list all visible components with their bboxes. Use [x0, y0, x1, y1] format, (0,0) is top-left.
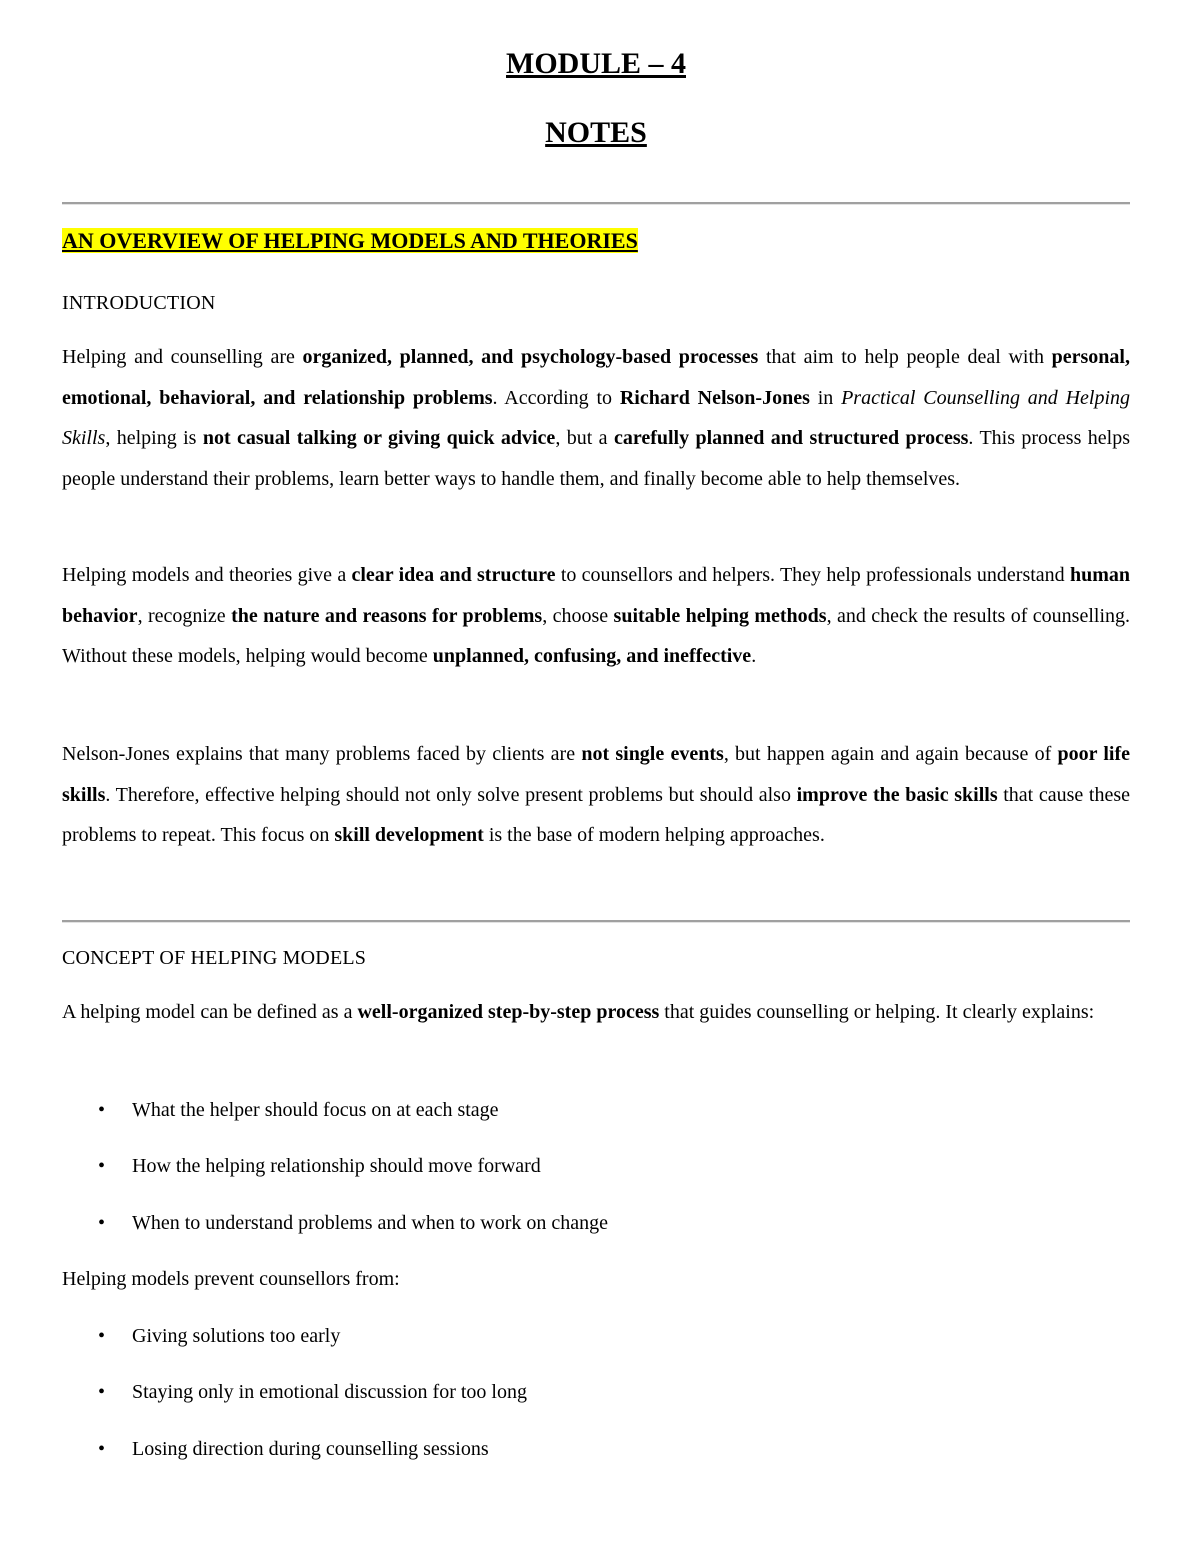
bold-run: skill development — [334, 824, 484, 847]
text-run: , but a — [555, 427, 614, 450]
bold-run: not casual talking or giving quick advice — [202, 427, 556, 450]
list-item-text: How the helping relationship should move forward — [132, 1155, 541, 1178]
bold-run: well-organized step-by-step process — [357, 1001, 660, 1023]
book-title: Practical Counselling and Helping Skills — [62, 386, 1131, 450]
text-run: , choose — [542, 604, 614, 627]
bullet-icon: • — [98, 1211, 106, 1234]
explains-list — [62, 1090, 1130, 1259]
text-run: , helping is — [105, 427, 203, 450]
bold-run: poor life skills — [62, 743, 1131, 806]
list-item — [62, 1146, 1130, 1202]
bold-run: human behavior — [62, 564, 1130, 627]
text-run: , but happen again and again because of — [723, 743, 1058, 765]
list-item — [62, 1316, 1130, 1372]
notes-title: NOTES — [545, 116, 647, 149]
bold-run: personal, emotional, behavioral, and relationship problems — [62, 346, 1130, 409]
prevent-list — [62, 1316, 1130, 1485]
text-run: , recognize — [137, 604, 232, 627]
overview-heading — [62, 224, 638, 258]
list-item-text: Losing direction during counselling sessions — [132, 1437, 489, 1460]
text-run: that aim to help people deal with — [758, 346, 1052, 368]
text-run: Helping models and theories give a — [62, 564, 352, 586]
text-run: . This process helps people understand their problems, learn better ways to handle them, and finally become able to help themselves. — [62, 427, 1130, 491]
text-run: . — [751, 645, 757, 668]
text-run: . According to — [492, 386, 620, 409]
list-item-text: What the helper should focus on at each stage — [132, 1099, 499, 1121]
text-run: A helping model can be defined as a — [62, 1001, 358, 1023]
bold-run: not single events — [581, 743, 724, 765]
concept-paragraph — [62, 992, 1130, 1033]
bold-run: Richard Nelson-Jones — [619, 386, 810, 409]
text-run: that guides counselling or helping. It clearly explains: — [659, 1001, 1095, 1023]
introduction-label: INTRODUCTION — [62, 292, 216, 314]
text-run: that cause these problems to repeat. This focus on — [62, 783, 1131, 847]
module-title: MODULE – 4 — [506, 47, 686, 80]
bullet-icon: • — [98, 1155, 106, 1178]
list-item-text: Giving solutions too early — [132, 1325, 341, 1347]
overview-heading-text: AN OVERVIEW OF HELPING MODELS AND THEORIES — [62, 228, 638, 253]
bullet-icon: • — [98, 1325, 106, 1347]
list-item-text: Staying only in emotional discussion for too long — [132, 1381, 527, 1404]
bold-run: the nature and reasons for problems — [231, 604, 543, 627]
text-run: in — [809, 386, 842, 409]
text-run: is the base of modern helping approaches. — [483, 824, 825, 847]
list-item — [62, 1372, 1130, 1428]
bold-run: unplanned, confusing, and ineffective — [432, 645, 752, 668]
intro-paragraph-2 — [62, 555, 1130, 677]
list-item — [62, 1429, 1130, 1485]
text-run: Helping and counselling are — [62, 346, 303, 368]
bullet-icon: • — [98, 1099, 106, 1121]
bullet-icon: • — [98, 1381, 106, 1404]
bullet-icon: • — [98, 1437, 106, 1460]
concept-label: CONCEPT OF HELPING MODELS — [62, 947, 367, 969]
list-item — [62, 1090, 1130, 1146]
bold-run: suitable helping methods — [613, 604, 827, 627]
horizontal-divider — [62, 920, 1130, 923]
intro-paragraph-3 — [62, 734, 1130, 856]
text-run: to counsellors and helpers. They help professionals understand — [555, 564, 1070, 586]
bold-run: carefully planned and structured process — [613, 427, 969, 450]
bold-run: improve the basic skills — [796, 783, 998, 806]
text-run: , and check the results of counselling. Without these models, helping would become — [62, 604, 1131, 668]
bold-run: clear idea and structure — [351, 564, 556, 586]
intro-paragraph-1 — [62, 337, 1130, 500]
list-item-text: When to understand problems and when to work on change — [132, 1211, 608, 1234]
list-item — [62, 1203, 1130, 1259]
prevent-intro: Helping models prevent counsellors from: — [62, 1268, 400, 1290]
horizontal-divider — [62, 202, 1130, 205]
bold-run: organized, planned, and psychology-based processes — [302, 346, 759, 368]
text-run: . Therefore, effective helping should not only solve present problems but should also — [105, 783, 797, 806]
text-run: Nelson-Jones explains that many problems faced by clients are — [62, 743, 582, 765]
